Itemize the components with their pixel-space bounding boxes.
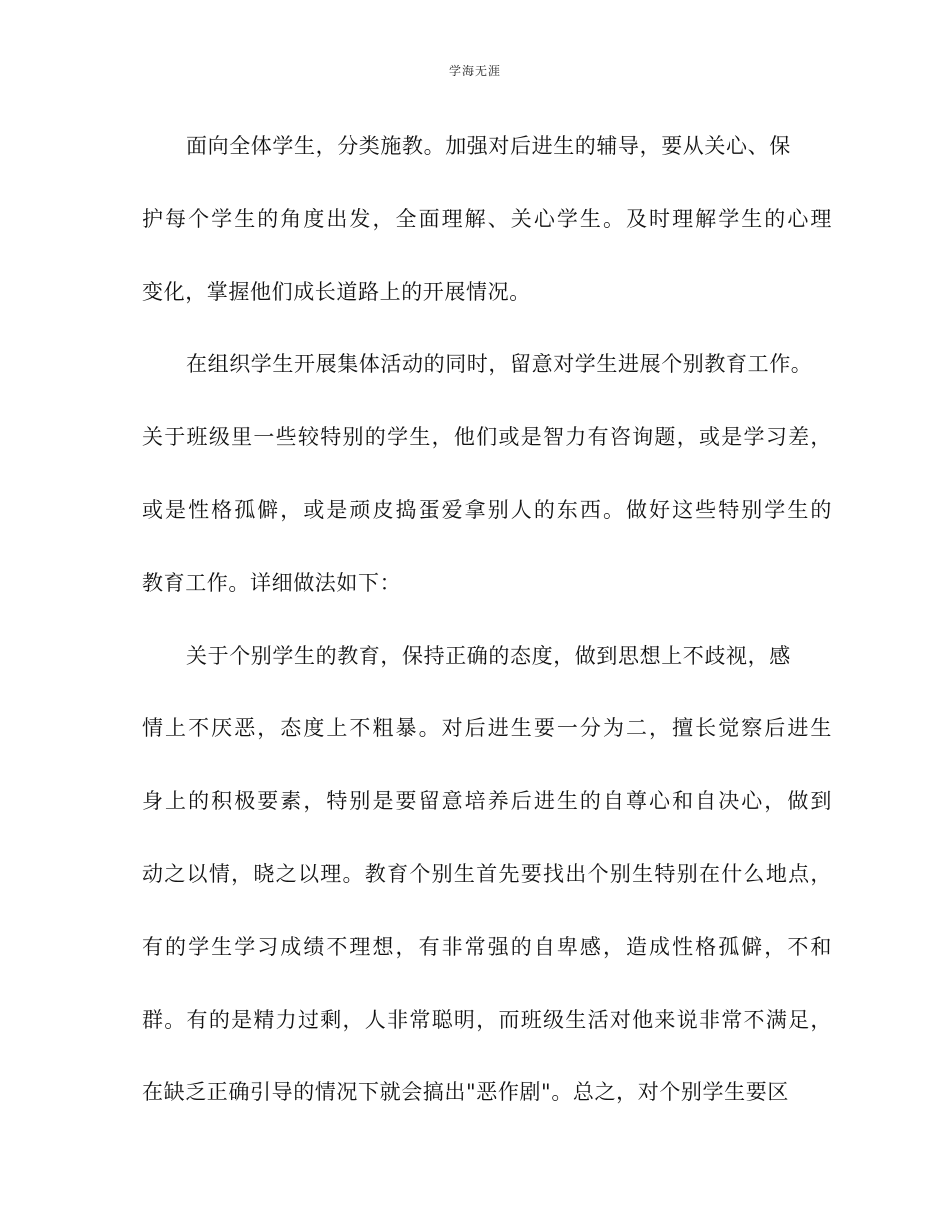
paragraph-line: 关于班级里一些较特别的学生，他们或是智力有咨询题，或是学习差， xyxy=(142,425,832,450)
paragraph-line: 身上的积极要素，特别是要留意培养后进生的自尊心和自决心，做到 xyxy=(142,789,832,814)
paragraph-line: 变化，掌握他们成长道路上的开展情况。 xyxy=(142,279,531,304)
paragraph-line: 教育工作。详细做法如下： xyxy=(142,570,402,595)
paragraph-line: 群。有的是精力过剩，人非常聪明，而班级生活对他来说非常不满足， xyxy=(142,1007,832,1032)
paragraph-line: 护每个学生的角度出发，全面理解、关心学生。及时理解学生的心理 xyxy=(142,206,832,231)
paragraph-line: 或是性格孤僻，或是顽皮捣蛋爱拿别人的东西。做好这些特别学生的 xyxy=(142,497,832,522)
paragraph-line: 情上不厌恶，态度上不粗暴。对后进生要一分为二，擅长觉察后进生 xyxy=(142,716,832,741)
paragraph-line: 面向全体学生，分类施教。加强对后进生的辅导，要从关心、保 xyxy=(186,134,791,158)
paragraph-line: 动之以情，晓之以理。教育个别生首先要找出个别生特别在什么地点， xyxy=(142,861,832,886)
body-text xyxy=(142,110,832,1129)
paragraph-line: 在缺乏正确引导的情况下就会搞出"恶作剧"。总之，对个别学生要区 xyxy=(142,1080,789,1105)
paragraph-line: 有的学生学习成绩不理想，有非常强的自卑感，造成性格孤僻，不和 xyxy=(142,934,832,959)
paragraph-line: 关于个别学生的教育，保持正确的态度，做到思想上不歧视，感 xyxy=(186,643,791,668)
page-header: 学海无涯 xyxy=(448,64,501,78)
paragraph-line: 在组织学生开展集体活动的同时，留意对学生进展个别教育工作。 xyxy=(186,352,813,377)
